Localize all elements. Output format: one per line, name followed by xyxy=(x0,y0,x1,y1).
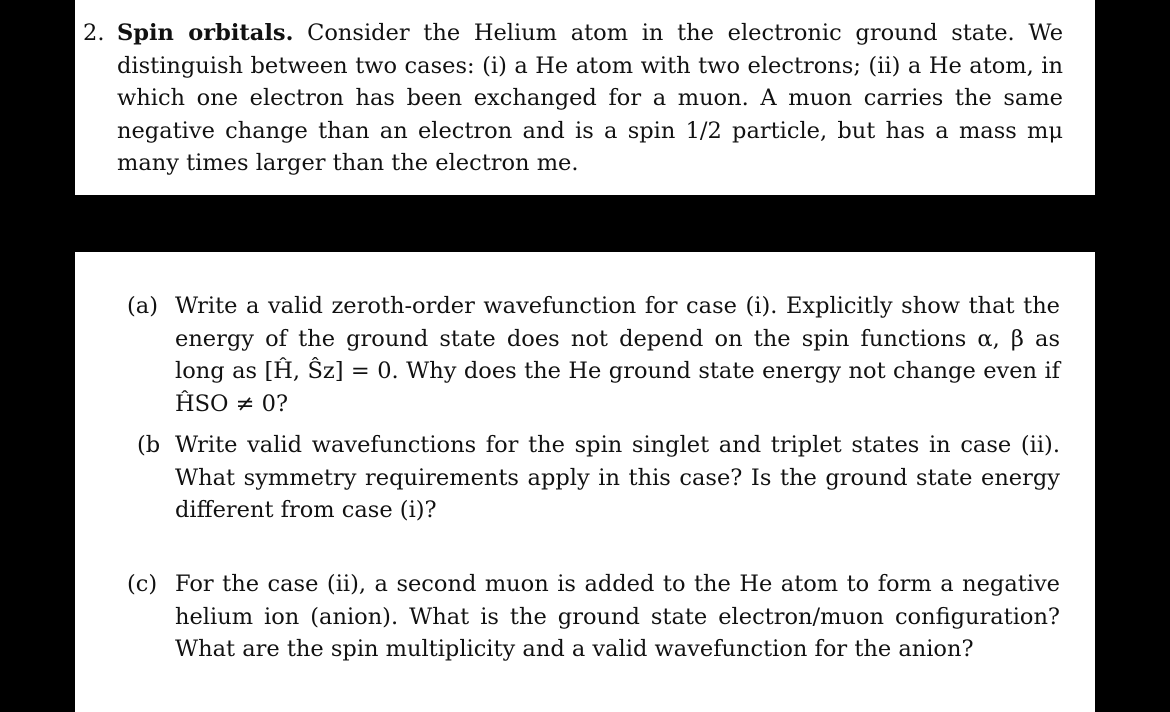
part-b-text: Write valid wavefunctions for the spin singlet and triplet states in case (ii). What symmetry requirements apply in this case? Is the ground state energy different from case (i)? xyxy=(175,432,1060,523)
part-c-label: (c) xyxy=(127,571,158,597)
part-a-text: Write a valid zeroth-order wavefunction for case (i). Explicitly show that the energy of the ground state does not depend on the spin functions α, β as long as [Ĥ, Ŝz] = 0. Why does the He ground state energy not change even if ĤSO ≠ 0? xyxy=(175,293,1060,417)
problem-statement xyxy=(83,17,1063,180)
parts-panel xyxy=(75,252,1095,712)
problem-title: Spin orbitals. xyxy=(117,20,294,46)
part-b-label: (b xyxy=(137,432,161,458)
part-a-label: (a) xyxy=(127,293,158,319)
problem-number: 2. xyxy=(83,20,105,46)
part-c-text: For the case (ii), a second muon is added to the He atom to form a negative helium ion (anion). What is the ground state electron/muon configuration? What are the spin multiplicity and a valid wavefunction for the anion? xyxy=(175,571,1060,662)
problem-panel xyxy=(75,0,1095,195)
problem-text: Consider the Helium atom in the electronic ground state. We distinguish between two cases: (i) a He atom with two electrons; (ii) a He atom, in which one electron has been exchanged for a muon. A muon carries the same negative change than an electron and is a spin 1/2 particle, but has a mass mμ many times larger than the electron me. xyxy=(117,20,1064,176)
